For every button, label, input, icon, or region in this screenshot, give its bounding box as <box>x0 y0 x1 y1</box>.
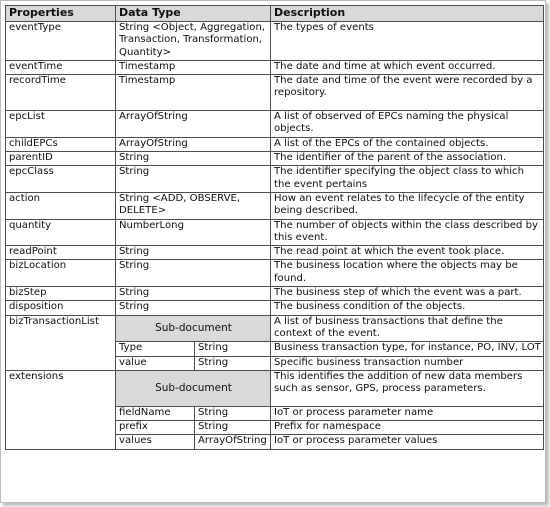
sub-field-type: String <box>195 406 271 420</box>
sub-field-type: String <box>195 342 271 356</box>
sub-field-type: ArrayOfString <box>195 435 271 449</box>
property-description: The business location where the objects may be found. <box>271 260 544 287</box>
property-name: action <box>6 192 116 219</box>
property-name: eventType <box>6 22 116 61</box>
property-description: The date and time at which event occurred. <box>271 60 544 74</box>
table-row <box>6 111 544 138</box>
sub-field-description: Specific business transaction number <box>271 356 544 370</box>
property-name: bizTransactionList <box>6 315 116 370</box>
property-name: disposition <box>6 301 116 315</box>
sub-field-name: fieldName <box>116 406 195 420</box>
property-type: ArrayOfString <box>116 111 271 138</box>
table-row <box>6 219 544 246</box>
property-name: bizStep <box>6 287 116 301</box>
property-description: This identifies the addition of new data members such as sensor, GPS, process parameters. <box>271 370 544 406</box>
header-description: Description <box>271 6 544 22</box>
property-type: String <ADD, OBSERVE, DELETE> <box>116 192 271 219</box>
property-description: How an event relates to the lifecycle of the entity being described. <box>271 192 544 219</box>
property-type: String <box>116 166 271 193</box>
property-name: extensions <box>6 370 116 449</box>
sub-field-description: IoT or process parameter name <box>271 406 544 420</box>
property-description: A list of observed of EPCs naming the physical objects. <box>271 111 544 138</box>
property-type: ArrayOfString <box>116 137 271 151</box>
sub-field-name: values <box>116 435 195 449</box>
table-row <box>6 152 544 166</box>
property-description: The identifier specifying the object class to which the event pertains <box>271 166 544 193</box>
property-name: parentID <box>6 152 116 166</box>
table-row <box>6 315 544 342</box>
property-name: epcList <box>6 111 116 138</box>
table-row <box>6 60 544 74</box>
table-row <box>6 22 544 61</box>
header-properties: Properties <box>6 6 116 22</box>
property-description: The identifier of the parent of the association. <box>271 152 544 166</box>
property-type: Timestamp <box>116 60 271 74</box>
property-description: A list of the EPCs of the contained objects. <box>271 137 544 151</box>
table-row <box>6 287 544 301</box>
property-description: The number of objects within the class described by this event. <box>271 219 544 246</box>
table-row <box>6 301 544 315</box>
property-description: The read point at which the event took place. <box>271 246 544 260</box>
sub-field-type: String <box>195 356 271 370</box>
property-type: String <box>116 287 271 301</box>
header-data-type: Data Type <box>116 6 271 22</box>
table-row <box>6 137 544 151</box>
property-description: The business condition of the objects. <box>271 301 544 315</box>
property-name: bizLocation <box>6 260 116 287</box>
sub-document-label: Sub-document <box>116 370 271 406</box>
property-name: recordTime <box>6 75 116 111</box>
property-type: String <box>116 246 271 260</box>
table-row <box>6 246 544 260</box>
property-description: The date and time of the event were recorded by a repository. <box>271 75 544 111</box>
property-name: eventTime <box>6 60 116 74</box>
property-type: Timestamp <box>116 75 271 111</box>
table-header-row <box>6 6 544 22</box>
table-row <box>6 166 544 193</box>
property-description: A list of business transactions that define the context of the event. <box>271 315 544 342</box>
properties-table <box>5 5 544 450</box>
sub-field-name: prefix <box>116 421 195 435</box>
property-type: String <Object, Aggregation, Transaction, Transformation, Quantity> <box>116 22 271 61</box>
property-name: epcClass <box>6 166 116 193</box>
property-description: The types of events <box>271 22 544 61</box>
property-name: readPoint <box>6 246 116 260</box>
sub-field-description: Prefix for namespace <box>271 421 544 435</box>
property-name: childEPCs <box>6 137 116 151</box>
sub-field-type: String <box>195 421 271 435</box>
table-row <box>6 260 544 287</box>
sub-document-label: Sub-document <box>116 315 271 342</box>
property-type: String <box>116 152 271 166</box>
property-type: String <box>116 301 271 315</box>
table-row <box>6 192 544 219</box>
table-row <box>6 370 544 406</box>
property-type: String <box>116 260 271 287</box>
property-type: NumberLong <box>116 219 271 246</box>
sub-field-name: value <box>116 356 195 370</box>
sub-field-description: Business transaction type, for instance, PO, INV, LOT <box>271 342 544 356</box>
property-description: The business step of which the event was a part. <box>271 287 544 301</box>
property-name: quantity <box>6 219 116 246</box>
sub-field-description: IoT or process parameter values <box>271 435 544 449</box>
sub-field-name: Type <box>116 342 195 356</box>
table-row <box>6 75 544 111</box>
